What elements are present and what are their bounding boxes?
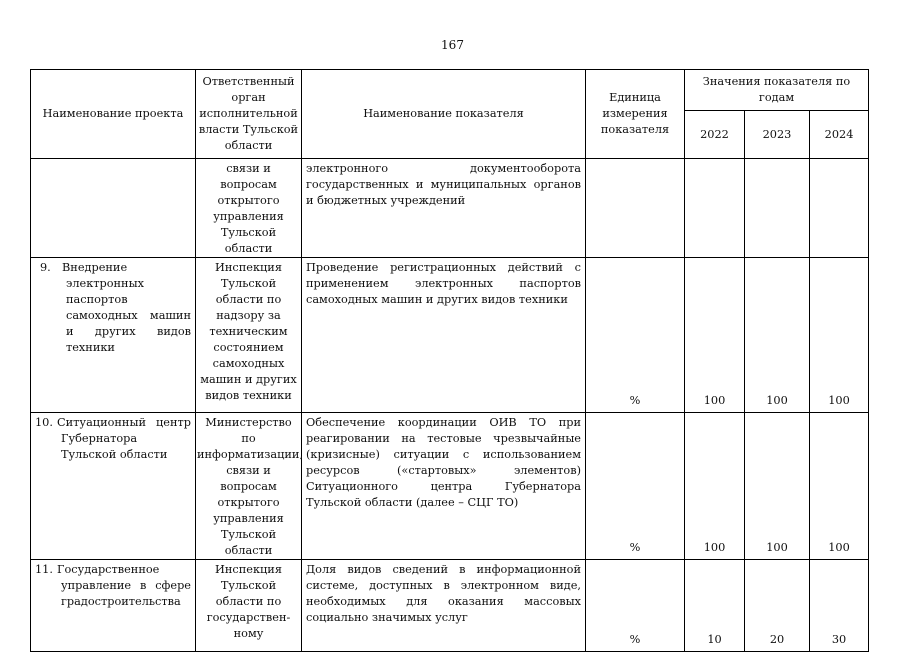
header-unit: Единица измерения показателя [586, 70, 685, 159]
header-indicator: Наименование показателя [302, 70, 586, 159]
value-cell: 100 [810, 413, 869, 560]
authority-cell: связи и вопросам открытого управления Тульской области [196, 159, 302, 258]
row-number: 9. [40, 261, 51, 274]
value-cell: 20 [745, 560, 810, 652]
project-cell [31, 560, 196, 652]
table-row [31, 258, 869, 413]
project-cell [31, 413, 196, 560]
unit-cell: % [586, 258, 685, 413]
authority-cell: Инспекция Тульской области по государствен-ному [196, 560, 302, 652]
unit-cell: % [586, 560, 685, 652]
unit-cell [586, 159, 685, 258]
header-year: 2023 [745, 111, 810, 159]
unit-cell: % [586, 413, 685, 560]
value-cell: 100 [745, 413, 810, 560]
header-year: 2024 [810, 111, 869, 159]
project-cell [31, 258, 196, 413]
value-cell [745, 159, 810, 258]
project-name: Внедрение электронных паспортов самоходных машин и других видов техники [62, 261, 191, 354]
row-number: 10. [35, 416, 53, 429]
header-year: 2022 [685, 111, 745, 159]
value-cell: 100 [745, 258, 810, 413]
indicator-cell: Обеспечение координации ОИВ ТО при реагировании на тестовые чрезвычайные (кризисные) ситуации с использованием ресурсов («стартовых» элементов) Ситуационного центра Губернатора Тульской области (далее – СЦГ ТО) [302, 413, 586, 560]
authority-cell: Инспекция Тульской области по надзору за техническим состоянием самоходных машин и других видов техники [196, 258, 302, 413]
header-row-1 [31, 70, 869, 111]
project-cell [31, 159, 196, 258]
header-authority: Ответственный орган исполнительной власти Тульской области [196, 70, 302, 159]
value-cell: 100 [685, 413, 745, 560]
table-row [31, 413, 869, 560]
authority-cell: Министерство по информатизации, связи и вопросам открытого управления Тульской области [196, 413, 302, 560]
value-cell [810, 159, 869, 258]
indicator-cell: электронного документооборота государственных и муниципальных органов и бюджетных учреждений [302, 159, 586, 258]
project-name: Ситуационный центр Губернатора Тульской области [57, 416, 191, 461]
value-cell: 10 [685, 560, 745, 652]
header-values-title: Значения показателя по годам [685, 70, 869, 111]
row-number: 11. [35, 563, 53, 576]
value-cell [685, 159, 745, 258]
value-cell: 30 [810, 560, 869, 652]
table-row [31, 159, 869, 258]
header-project: Наименование проекта [31, 70, 196, 159]
project-name: Государственное управление в сфере градостроительства [57, 563, 191, 608]
value-cell: 100 [810, 258, 869, 413]
value-cell: 100 [685, 258, 745, 413]
indicator-cell: Проведение регистрационных действий с применением электронных паспортов самоходных машин и других видов техники [302, 258, 586, 413]
indicator-cell: Доля видов сведений в информационной системе, доступных в электронном виде, необходимых для оказания массовых социально значимых услуг [302, 560, 586, 652]
indicators-table [30, 69, 869, 652]
page-number: 167 [441, 38, 464, 52]
table-row [31, 560, 869, 652]
